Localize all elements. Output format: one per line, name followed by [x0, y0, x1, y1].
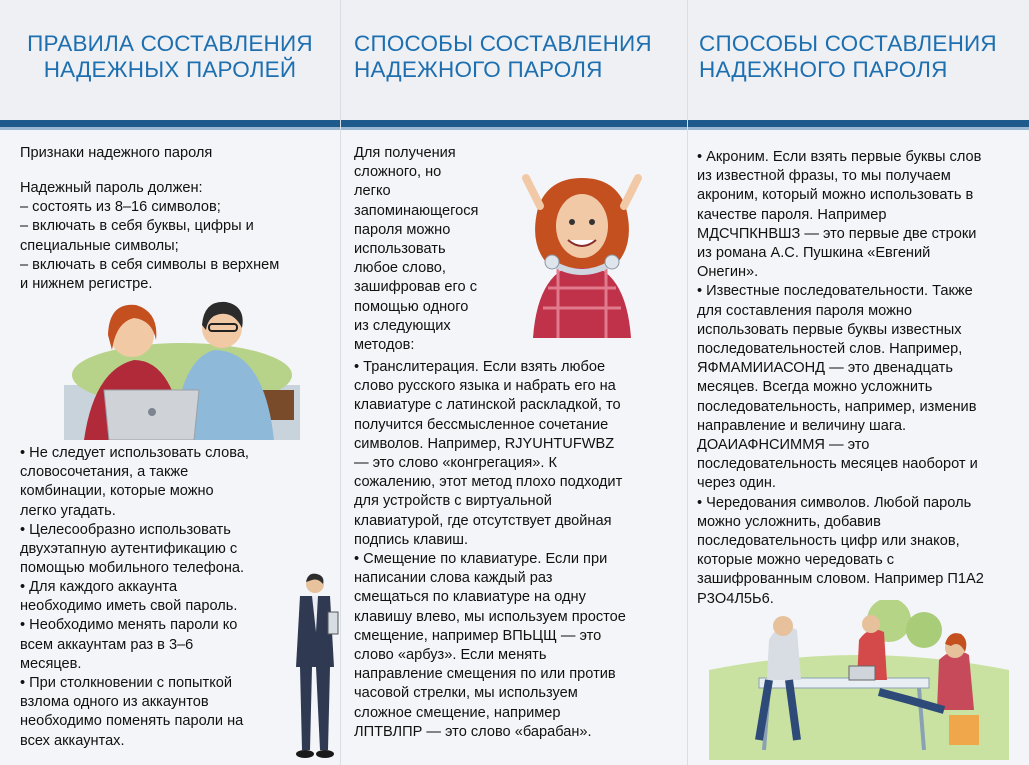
people-outdoor-cafe-illustration [709, 600, 1009, 760]
password-requirements: Надежный пароль должен: – состоять из 8–16 символов; – включать в себя буквы, цифры и специальные символы; – включать в себя символы в верхнем и нижнем регистре. [20, 180, 280, 293]
column-header [0, 0, 340, 120]
strong-password-signs-heading: Признаки надежного пароля [20, 145, 213, 161]
rules-list-2: • Для каждого аккаунта необходимо иметь свой пароль. • Необходимо менять пароли ко всем аккаунтам раз в 3–6 месяцев. • При столкновении с попыткой взлома одного из аккаунтов необходимо поменять пароли на всех аккаунтах. [20, 579, 244, 749]
methods-list: • Транслитерация. Если взять любое слово русского языка и набрать его на клавиатуре с латинской раскладкой, то получится бессмысленное сочетание символов. Например, RJYUHTUFWBZ — это слово «конгрегация». К сожалению, этот метод плохо подходит для устройств с виртуальной клавиатурой, где отсутствует двойная подпись клавиш. • Смещение по клавиатуре. Если при написании слова каждый раз смещаться по клавиатуре на одну клавишу влево, мы используем простое смещение, например ВПЬЦЩ — это слово «арбуз». Если менять направление смещения по или против часовой стрелки, мы используем сложное смещение, например ЛПТВЛПР — это слово «барабан». [354, 359, 626, 740]
methods-list-continued: • Акроним. Если взять первые буквы слов из известной фразы, то мы получаем акроним, который можно использовать в качестве пароля. Например МДСЧПКНВШЗ — это первые две строки из романа А.С. Пушкина «Евгений Онегин». • Известные последовательности. Также для составления пароля можно использовать первые буквы известных последовательностей слов. Например, ЯФМАМИИАСОНД — это двенадцать месяцев. Всегда можно усложнить последовательность, например, изменив направление и величину шага. ДОАИАФНСИММЯ — это последовательность месяцев наоборот и через один. • Чередования символов. Любой пароль можно усложнить, добавив последовательность цифр или знаков, которые можно чередовать с зашифрованным словом. Например П1А2 Р3О4Л5Ь6. [697, 149, 984, 607]
column-rules [0, 0, 340, 765]
column-title: СПОСОБЫ СОСТАВЛЕНИЯ НАДЕЖНОГО ПАРОЛЯ [354, 31, 652, 82]
column-title: СПОСОБЫ СОСТАВЛЕНИЯ НАДЕЖНОГО ПАРОЛЯ [699, 31, 997, 82]
girl-headphones-illustration [518, 168, 646, 338]
man-with-tablet-illustration [290, 572, 340, 762]
couple-laptop-illustration [64, 290, 300, 440]
column-methods-1 [340, 0, 687, 765]
rules-list-1: • Не следует использовать слова, словосочетания, а также комбинации, которые можно легко угадать. • Целесообразно использовать двухэтапную аутентификацию с помощью мобильного телефона. [20, 445, 249, 577]
header-divider-bar [0, 120, 1029, 127]
column-header [687, 0, 1029, 120]
column-header [340, 0, 687, 120]
methods-intro: Для получения сложного, но легко запоминающегося пароля можно использовать любое слово, зашифровав его с помощью одного из следующих методов: [354, 145, 479, 354]
column-separator [340, 0, 341, 765]
column-methods-2 [687, 0, 1029, 765]
header-divider-accent [0, 127, 1029, 130]
column-title: ПРАВИЛА СОСТАВЛЕНИЯ НАДЕЖНЫХ ПАРОЛЕЙ [27, 31, 313, 82]
column-separator [687, 0, 688, 765]
